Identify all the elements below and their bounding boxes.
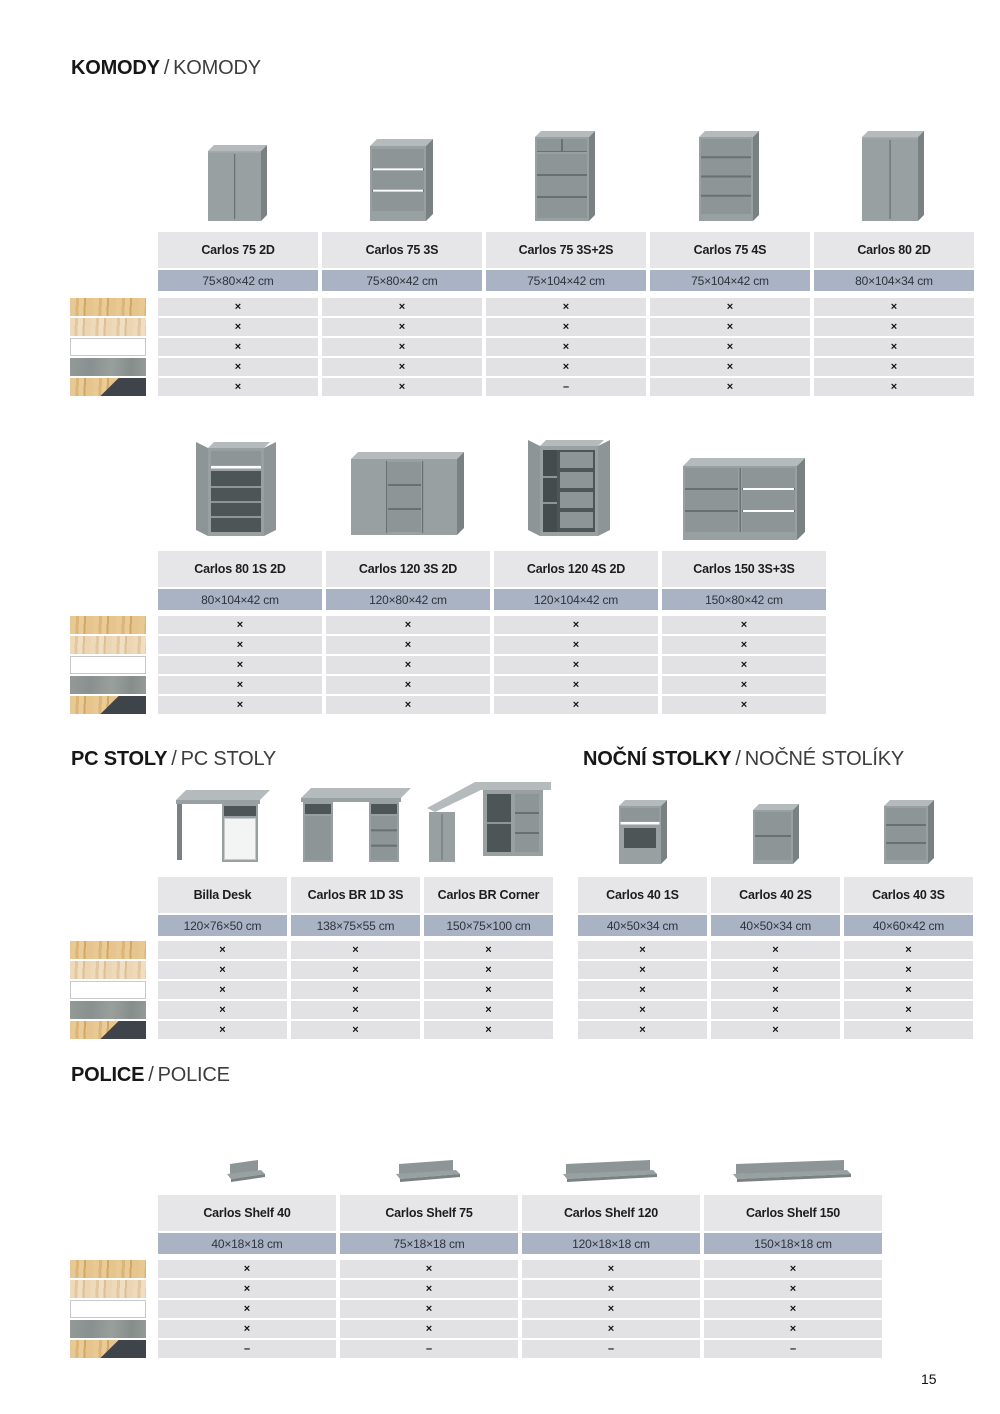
product-images-row — [158, 775, 553, 877]
availability-mark-cell: × — [522, 1260, 700, 1278]
product-name-cell: Carlos Shelf 75 — [340, 1195, 518, 1231]
product-name-cell: Carlos Shelf 120 — [522, 1195, 700, 1231]
availability-row — [578, 981, 973, 999]
product-image-chest-2plus3-drawers — [486, 131, 646, 232]
availability-mark-cell: × — [326, 616, 490, 634]
product-image-desk-single-pedestal — [158, 790, 287, 877]
swatch-artisan-oak — [70, 616, 146, 634]
availability-mark-cell: × — [158, 1320, 336, 1338]
availability-mark-cell: × — [814, 318, 974, 336]
swatch-artisan-oak — [70, 298, 146, 316]
product-names-row — [158, 877, 553, 913]
availability-mark-cell: × — [650, 378, 810, 396]
product-name-cell: Carlos 120 4S 2D — [494, 551, 658, 587]
product-names-row — [578, 877, 973, 913]
product-dimensions-cell: 75×18×18 cm — [340, 1233, 518, 1254]
product-image-sideboard-3-drawers-2-doors — [326, 452, 490, 551]
product-name-cell: Carlos 80 2D — [814, 232, 974, 268]
availability-mark-cell: × — [424, 1001, 553, 1019]
availability-mark-cell: × — [291, 941, 420, 959]
availability-mark-cell: × — [322, 298, 482, 316]
availability-row — [158, 1340, 882, 1358]
title-separator: / — [148, 1064, 154, 1086]
availability-mark-cell: × — [424, 961, 553, 979]
product-dimensions-cell: 120×76×50 cm — [158, 915, 287, 936]
swatch-light-oak — [70, 318, 146, 336]
section-title-secondary: PC STOLY — [180, 748, 277, 770]
availability-mark-cell: × — [158, 318, 318, 336]
availability-mark-cell: × — [711, 1021, 840, 1039]
swatch-light-oak — [70, 1280, 146, 1298]
swatch-artisan-oak — [70, 1260, 146, 1278]
product-name-cell: Carlos 40 1S — [578, 877, 707, 913]
availability-mark-cell: × — [322, 318, 482, 336]
product-name-cell: Carlos 75 4S — [650, 232, 810, 268]
availability-row — [158, 358, 974, 376]
product-image-nightstand-2-drawers — [711, 804, 840, 877]
section-title-primary: KOMODY — [71, 57, 160, 79]
product-image-chest-4-drawers — [650, 131, 810, 232]
product-name-cell: Carlos 120 3S 2D — [326, 551, 490, 587]
availability-mark-cell: × — [814, 298, 974, 316]
availability-mark-cell: × — [158, 1280, 336, 1298]
product-dimensions-cell: 120×104×42 cm — [494, 589, 658, 610]
product-dimensions-cell: 40×18×18 cm — [158, 1233, 336, 1254]
swatch-artisan-oak-anthracite — [70, 696, 146, 714]
product-dimensions-cell: 138×75×55 cm — [291, 915, 420, 936]
availability-mark-cell: × — [326, 676, 490, 694]
swatch-white — [70, 1300, 146, 1318]
availability-mark-cell: × — [662, 616, 826, 634]
availability-mark-cell: – — [158, 1340, 336, 1358]
product-name-cell: Carlos 40 3S — [844, 877, 973, 913]
product-name-cell: Carlos 150 3S+3S — [662, 551, 826, 587]
availability-mark-cell: × — [291, 981, 420, 999]
availability-mark-cell: × — [814, 338, 974, 356]
availability-mark-cell: × — [326, 696, 490, 714]
swatch-artisan-oak-anthracite — [70, 1021, 146, 1039]
availability-mark-cell: × — [711, 981, 840, 999]
product-name-cell: Carlos BR 1D 3S — [291, 877, 420, 913]
availability-row — [158, 1021, 553, 1039]
availability-mark-cell: × — [711, 941, 840, 959]
product-name-cell: Carlos 80 1S 2D — [158, 551, 322, 587]
availability-row — [158, 318, 974, 336]
swatch-artisan-oak — [70, 941, 146, 959]
table-pc-stoly — [158, 775, 553, 1039]
availability-mark-cell: × — [158, 616, 322, 634]
product-image-wall-shelf-xlarge — [704, 1160, 882, 1195]
product-dimensions-cell: 75×80×42 cm — [158, 270, 318, 291]
table-nocni-stolky — [578, 775, 973, 1039]
availability-row — [158, 696, 826, 714]
availability-mark-cell: × — [578, 1001, 707, 1019]
availability-row — [158, 941, 553, 959]
product-dimensions-cell: 75×104×42 cm — [650, 270, 810, 291]
product-image-wall-shelf-large — [522, 1160, 700, 1195]
availability-mark-cell: × — [291, 961, 420, 979]
title-separator: / — [163, 57, 170, 79]
availability-mark-cell: × — [486, 318, 646, 336]
product-images-row — [578, 775, 973, 877]
availability-mark-cell: × — [494, 696, 658, 714]
availability-row — [158, 298, 974, 316]
swatch-white — [70, 338, 146, 356]
swatch-artisan-oak-anthracite — [70, 378, 146, 396]
availability-mark-cell: × — [158, 338, 318, 356]
footer-accent-bar — [947, 1373, 1000, 1387]
availability-mark-cell: × — [650, 338, 810, 356]
availability-mark-cell: – — [340, 1340, 518, 1358]
product-images-row — [158, 1093, 882, 1195]
availability-mark-cell: × — [494, 616, 658, 634]
product-name-cell: Carlos BR Corner — [424, 877, 553, 913]
availability-row — [578, 1021, 973, 1039]
availability-mark-cell: × — [291, 1001, 420, 1019]
availability-row — [158, 616, 826, 634]
product-name-cell: Carlos 75 3S+2S — [486, 232, 646, 268]
section-title-pc-stoly — [71, 748, 276, 771]
availability-mark-cell: × — [158, 378, 318, 396]
availability-mark-cell: × — [424, 1021, 553, 1039]
product-image-wall-shelf-medium — [340, 1160, 518, 1195]
availability-mark-cell: × — [486, 358, 646, 376]
product-image-wall-shelf-small — [158, 1160, 336, 1195]
product-dimensions-cell: 40×60×42 cm — [844, 915, 973, 936]
section-title-secondary: NOČNÉ STOLÍKY — [744, 748, 905, 770]
product-dimensions-cell: 80×104×34 cm — [814, 270, 974, 291]
availability-mark-cell: × — [322, 378, 482, 396]
product-dimensions-cell: 80×104×42 cm — [158, 589, 322, 610]
availability-mark-cell: × — [322, 338, 482, 356]
availability-mark-cell: × — [158, 676, 322, 694]
swatch-column-police — [70, 1260, 146, 1360]
availability-mark-cell: × — [578, 961, 707, 979]
availability-mark-cell: × — [522, 1280, 700, 1298]
product-dimensions-row — [578, 915, 973, 936]
product-image-tall-cabinet-2-doors — [814, 131, 974, 232]
product-name-cell: Carlos 40 2S — [711, 877, 840, 913]
swatch-concrete-gray — [70, 1320, 146, 1338]
swatch-concrete-gray — [70, 1001, 146, 1019]
availability-mark-cell: × — [578, 941, 707, 959]
product-image-cabinet-4-drawers-2-doors-open — [494, 438, 658, 551]
product-dimensions-cell: 75×104×42 cm — [486, 270, 646, 291]
product-image-cabinet-2-doors — [158, 145, 318, 232]
availability-mark-cell: × — [340, 1300, 518, 1318]
product-name-cell: Carlos 75 2D — [158, 232, 318, 268]
availability-row — [158, 1320, 882, 1338]
section-title-nocni-stolky — [583, 748, 904, 771]
title-separator: / — [171, 748, 177, 770]
swatch-column-desks-nightstands — [70, 941, 146, 1041]
availability-row — [578, 961, 973, 979]
availability-mark-cell: × — [326, 656, 490, 674]
availability-row — [158, 378, 974, 396]
availability-row — [158, 676, 826, 694]
product-names-row — [158, 551, 826, 587]
availability-mark-cell: × — [158, 1021, 287, 1039]
availability-row — [578, 1001, 973, 1019]
availability-mark-cell: × — [662, 656, 826, 674]
availability-mark-cell: × — [814, 378, 974, 396]
availability-mark-cell: × — [158, 656, 322, 674]
product-dimensions-cell: 120×80×42 cm — [326, 589, 490, 610]
table-komody-1 — [158, 130, 974, 396]
availability-mark-cell: × — [704, 1320, 882, 1338]
product-image-dresser-3plus3-drawers — [662, 458, 826, 551]
section-title-secondary: POLICE — [157, 1064, 230, 1086]
availability-mark-cell: × — [704, 1280, 882, 1298]
product-dimensions-row — [158, 915, 553, 936]
product-dimensions-cell: 150×80×42 cm — [662, 589, 826, 610]
table-komody-2 — [158, 449, 826, 714]
product-image-nightstand-1-drawer — [578, 800, 707, 877]
availability-mark-cell: × — [158, 981, 287, 999]
availability-mark-cell: × — [522, 1300, 700, 1318]
page-number: 15 — [921, 1371, 937, 1387]
availability-mark-cell: × — [494, 656, 658, 674]
availability-row — [158, 981, 553, 999]
availability-mark-cell: × — [650, 358, 810, 376]
swatch-column-komody-2 — [70, 616, 146, 716]
availability-mark-cell: × — [650, 298, 810, 316]
swatch-white — [70, 656, 146, 674]
availability-row — [578, 941, 973, 959]
availability-mark-cell: × — [494, 676, 658, 694]
availability-mark-cell: × — [814, 358, 974, 376]
product-image-nightstand-3-drawers — [844, 800, 973, 877]
availability-mark-cell: × — [340, 1320, 518, 1338]
product-names-row — [158, 232, 974, 268]
swatch-column-komody-1 — [70, 298, 146, 398]
availability-mark-cell: × — [158, 1001, 287, 1019]
availability-mark-cell: × — [158, 1260, 336, 1278]
availability-mark-cell: × — [326, 636, 490, 654]
availability-mark-cell: × — [704, 1260, 882, 1278]
swatch-concrete-gray — [70, 676, 146, 694]
availability-mark-cell: × — [340, 1260, 518, 1278]
availability-mark-cell: × — [158, 696, 322, 714]
availability-row — [158, 1001, 553, 1019]
availability-row — [158, 656, 826, 674]
product-name-cell: Carlos 75 3S — [322, 232, 482, 268]
availability-mark-cell: × — [844, 1001, 973, 1019]
availability-mark-cell: × — [578, 981, 707, 999]
product-dimensions-cell: 150×75×100 cm — [424, 915, 553, 936]
availability-mark-cell: × — [158, 636, 322, 654]
product-dimensions-row — [158, 1233, 882, 1254]
swatch-concrete-gray — [70, 358, 146, 376]
availability-mark-cell: × — [662, 676, 826, 694]
availability-mark-cell: × — [340, 1280, 518, 1298]
availability-mark-cell: × — [158, 298, 318, 316]
availability-mark-cell: × — [158, 961, 287, 979]
product-dimensions-cell: 75×80×42 cm — [322, 270, 482, 291]
availability-mark-cell: × — [711, 1001, 840, 1019]
availability-mark-cell: × — [844, 961, 973, 979]
swatch-artisan-oak-anthracite — [70, 1340, 146, 1358]
product-image-corner-desk — [424, 782, 553, 877]
availability-mark-cell: × — [522, 1320, 700, 1338]
product-image-chest-3-drawers — [322, 139, 482, 232]
product-dimensions-cell: 40×50×34 cm — [711, 915, 840, 936]
availability-mark-cell: × — [291, 1021, 420, 1039]
section-title-secondary: KOMODY — [173, 57, 261, 79]
product-names-row — [158, 1195, 882, 1231]
product-dimensions-row — [158, 270, 974, 291]
availability-mark-cell: – — [704, 1340, 882, 1358]
availability-mark-cell: × — [662, 636, 826, 654]
availability-mark-cell: × — [486, 338, 646, 356]
swatch-white — [70, 981, 146, 999]
availability-mark-cell: × — [486, 298, 646, 316]
availability-row — [158, 1300, 882, 1318]
section-title-primary: PC STOLY — [71, 748, 168, 770]
product-name-cell: Carlos Shelf 40 — [158, 1195, 336, 1231]
availability-mark-cell: – — [522, 1340, 700, 1358]
product-dimensions-cell: 40×50×34 cm — [578, 915, 707, 936]
availability-row — [158, 961, 553, 979]
product-dimensions-cell: 150×18×18 cm — [704, 1233, 882, 1254]
availability-mark-cell: × — [650, 318, 810, 336]
product-name-cell: Billa Desk — [158, 877, 287, 913]
section-title-komody — [71, 57, 261, 80]
availability-mark-cell: × — [158, 1300, 336, 1318]
availability-mark-cell: × — [704, 1300, 882, 1318]
availability-mark-cell: – — [486, 378, 646, 396]
availability-mark-cell: × — [158, 358, 318, 376]
availability-mark-cell: × — [711, 961, 840, 979]
product-dimensions-cell: 120×18×18 cm — [522, 1233, 700, 1254]
availability-mark-cell: × — [578, 1021, 707, 1039]
availability-mark-cell: × — [424, 981, 553, 999]
table-police — [158, 1093, 882, 1358]
availability-row — [158, 636, 826, 654]
product-image-cabinet-1-drawer-2-doors-open — [158, 440, 322, 551]
section-title-primary: POLICE — [71, 1064, 145, 1086]
availability-row — [158, 1280, 882, 1298]
availability-mark-cell: × — [662, 696, 826, 714]
availability-mark-cell: × — [424, 941, 553, 959]
product-name-cell: Carlos Shelf 150 — [704, 1195, 882, 1231]
availability-mark-cell: × — [494, 636, 658, 654]
availability-row — [158, 338, 974, 356]
availability-mark-cell: × — [844, 981, 973, 999]
product-dimensions-row — [158, 589, 826, 610]
availability-mark-cell: × — [844, 1021, 973, 1039]
product-images-row — [158, 130, 974, 232]
availability-mark-cell: × — [322, 358, 482, 376]
product-images-row — [158, 449, 826, 551]
title-separator: / — [735, 748, 741, 770]
section-title-police — [71, 1064, 230, 1087]
availability-mark-cell: × — [844, 941, 973, 959]
swatch-light-oak — [70, 636, 146, 654]
availability-row — [158, 1260, 882, 1278]
product-image-desk-double-pedestal — [291, 788, 420, 877]
section-title-primary: NOČNÍ STOLKY — [583, 748, 732, 770]
availability-mark-cell: × — [158, 941, 287, 959]
swatch-light-oak — [70, 961, 146, 979]
